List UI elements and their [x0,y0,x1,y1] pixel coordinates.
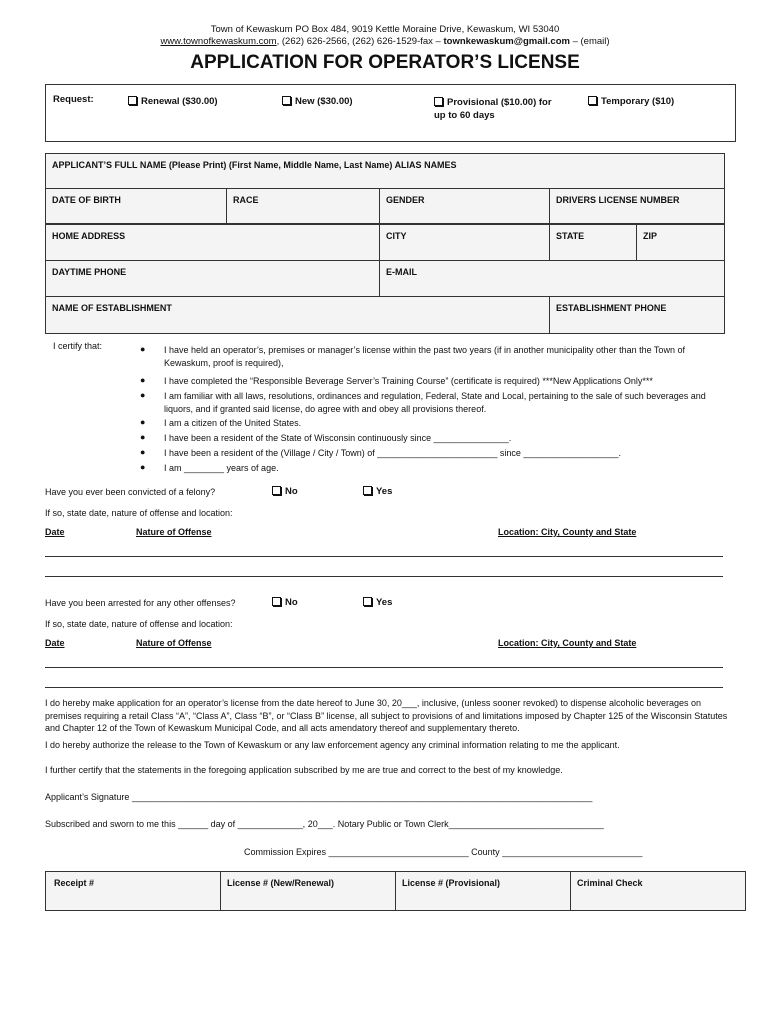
state-field[interactable] [549,224,637,261]
felony-no-option[interactable] [272,486,298,497]
arrest-entry-line[interactable] [45,667,723,668]
license-prov-field[interactable] [395,871,571,911]
gender-field[interactable] [379,188,550,224]
certify-item: I am ________ years of age. [164,463,279,473]
drivers-license-label: DRIVERS LICENSE NUMBER [556,195,680,205]
email-label: E-MAIL [386,267,417,277]
criminal-check-field[interactable] [570,871,746,911]
certify-statement: I further certify that the statements in the foregoing application subscribed by me are true and correct to the best of my knowledge. [45,765,563,775]
bullet-icon: ● [140,432,146,442]
felony-yes-label: Yes [376,486,393,497]
zip-field[interactable] [636,224,725,261]
checkbox-icon[interactable] [272,597,281,606]
dob-label: DATE OF BIRTH [52,195,121,205]
daytime-phone-field[interactable] [45,260,380,297]
home-address-field[interactable] [45,224,380,261]
header-address: Town of Kewaskum PO Box 484, 9019 Kettle Moraine Drive, Kewaskum, WI 53040 [210,24,560,35]
arrest-yes-option[interactable] [363,597,392,608]
zip-label: ZIP [643,231,658,241]
license-prov-label: License # (Provisional) [402,878,501,888]
application-statement: I do hereby make application for an operator’s license from the date hereof to June 30, 20___, inclusive, (unless sooner revoked) to dispense alcoholic beverages on premises requiring a retail Class “A”, “Class A”, Class “B”, or “Class B” license, all subject to provisions of and limitations imposed by Chapter 125 of the Wisconsin Statutes and Chapter 12 of the Town of Kewaskum Municipal Code, and all acts amendatory thereof and supplementary thereto. [45,698,728,733]
bullet-icon: ● [140,344,146,354]
bullet-icon: ● [140,390,146,400]
city-label: CITY [386,231,407,241]
website-link[interactable]: www.townofkewaskum.com [160,36,277,47]
provisional-label-2: up to 60 days [434,110,495,121]
authorize-statement: I do hereby authorize the release to the Town of Kewaskum or any law enforcement agency any criminal information relating to me the applicant. [45,740,620,750]
establishment-field[interactable] [45,296,550,334]
request-box [45,84,736,142]
checkbox-icon[interactable] [363,597,372,606]
felony-followup: If so, state date, nature of offense and location: [45,508,233,518]
race-field[interactable] [226,188,380,224]
drivers-license-field[interactable] [549,188,725,224]
commission-field[interactable]: Commission Expires ____________________________ County ____________________________ [244,847,643,857]
full-name-label: APPLICANT’S FULL NAME (Please Print) (First Name, Middle Name, Last Name) ALIAS NAMES [52,160,457,170]
establishment-label: NAME OF ESTABLISHMENT [52,303,172,313]
provisional-option[interactable] [434,96,552,122]
renewal-label: Renewal ($30.00) [141,96,218,107]
gender-label: GENDER [386,195,425,205]
sworn-field[interactable]: Subscribed and sworn to me this ______ day of _____________, 20___. Notary Public or Town Clerk_______________________________ [45,819,604,829]
email-field[interactable] [379,260,725,297]
renewal-option[interactable] [128,96,218,107]
new-label: New ($30.00) [295,96,353,107]
temporary-label: Temporary ($10) [601,96,675,107]
certify-item: I have been a resident of the (Village / City / Town) of ________________________ since ___________________. [164,448,622,458]
receipt-field[interactable] [45,871,221,911]
checkbox-icon[interactable] [588,96,597,105]
checkbox-icon[interactable] [434,97,443,106]
race-label: RACE [233,195,259,205]
bullet-icon: ● [140,462,146,472]
felony-yes-option[interactable] [363,486,392,497]
arrest-no-option[interactable] [272,597,298,608]
full-name-field[interactable] [45,153,725,189]
offense-nature-header: Nature of Offense [136,638,212,648]
header-phones: , (262) 626-2566, (262) 626-1529-fax – [276,36,444,47]
provisional-label: Provisional ($10.00) for [447,97,552,108]
dob-field[interactable] [45,188,227,224]
page-title: APPLICATION FOR OPERATOR’S LICENSE [190,52,580,73]
header-email-suffix: – (email) [569,36,610,47]
request-label: Request: [53,94,94,105]
home-address-label: HOME ADDRESS [52,231,126,241]
felony-entry-line[interactable] [45,576,723,577]
establishment-phone-label: ESTABLISHMENT PHONE [556,303,667,313]
header-contact [0,36,770,47]
city-field[interactable] [379,224,550,261]
arrest-no-label: No [285,597,298,608]
certify-label: I certify that: [53,341,103,351]
certify-item: I have completed the “Responsible Beverage Server’s Training Course” (certificate is required) ***New Applications Only*** [164,376,653,386]
certify-item: I am familiar with all laws, resolutions, ordinances and regulation, Federal, State and Local, pertaining to the sale of such beverages and liquors, and if granted said license, do agree with and obey all provisions thereof. [164,391,706,414]
offense-nature-header: Nature of Offense [136,527,212,537]
state-label: STATE [556,231,585,241]
criminal-check-label: Criminal Check [577,878,643,888]
header-email: townkewaskum@gmail.com [443,36,570,47]
offense-date-header: Date [45,638,65,648]
establishment-phone-field[interactable] [549,296,725,334]
certify-item: I have been a resident of the State of Wisconsin continuously since _______________. [164,433,512,443]
checkbox-icon[interactable] [272,486,281,495]
applicant-signature-field[interactable]: Applicant’s Signature ____________________________________________________________________________________________ [45,792,593,802]
bullet-icon: ● [140,375,146,385]
certify-item: I have held an operator’s, premises or manager’s license within the past two years (if in another municipality other than the Town of Kewaskum, proof is required), [164,345,685,368]
arrest-question: Have you been arrested for any other offenses? [45,598,236,608]
checkbox-icon[interactable] [363,486,372,495]
arrest-entry-line[interactable] [45,687,723,688]
license-new-field[interactable] [220,871,396,911]
new-option[interactable] [282,96,353,107]
checkbox-icon[interactable] [128,96,137,105]
daytime-phone-label: DAYTIME PHONE [52,267,127,277]
checkbox-icon[interactable] [282,96,291,105]
temporary-option[interactable] [588,96,674,107]
receipt-label: Receipt # [54,878,95,888]
arrest-yes-label: Yes [376,597,393,608]
felony-entry-line[interactable] [45,556,723,557]
certify-item: I am a citizen of the United States. [164,418,302,428]
felony-no-label: No [285,486,298,497]
offense-date-header: Date [45,527,65,537]
offense-location-header: Location: City, County and State [498,527,637,537]
license-new-label: License # (New/Renewal) [227,878,335,888]
offense-location-header: Location: City, County and State [498,638,637,648]
arrest-followup: If so, state date, nature of offense and location: [45,619,233,629]
bullet-icon: ● [140,417,146,427]
bullet-icon: ● [140,447,146,457]
felony-question: Have you ever been convicted of a felony? [45,487,216,497]
